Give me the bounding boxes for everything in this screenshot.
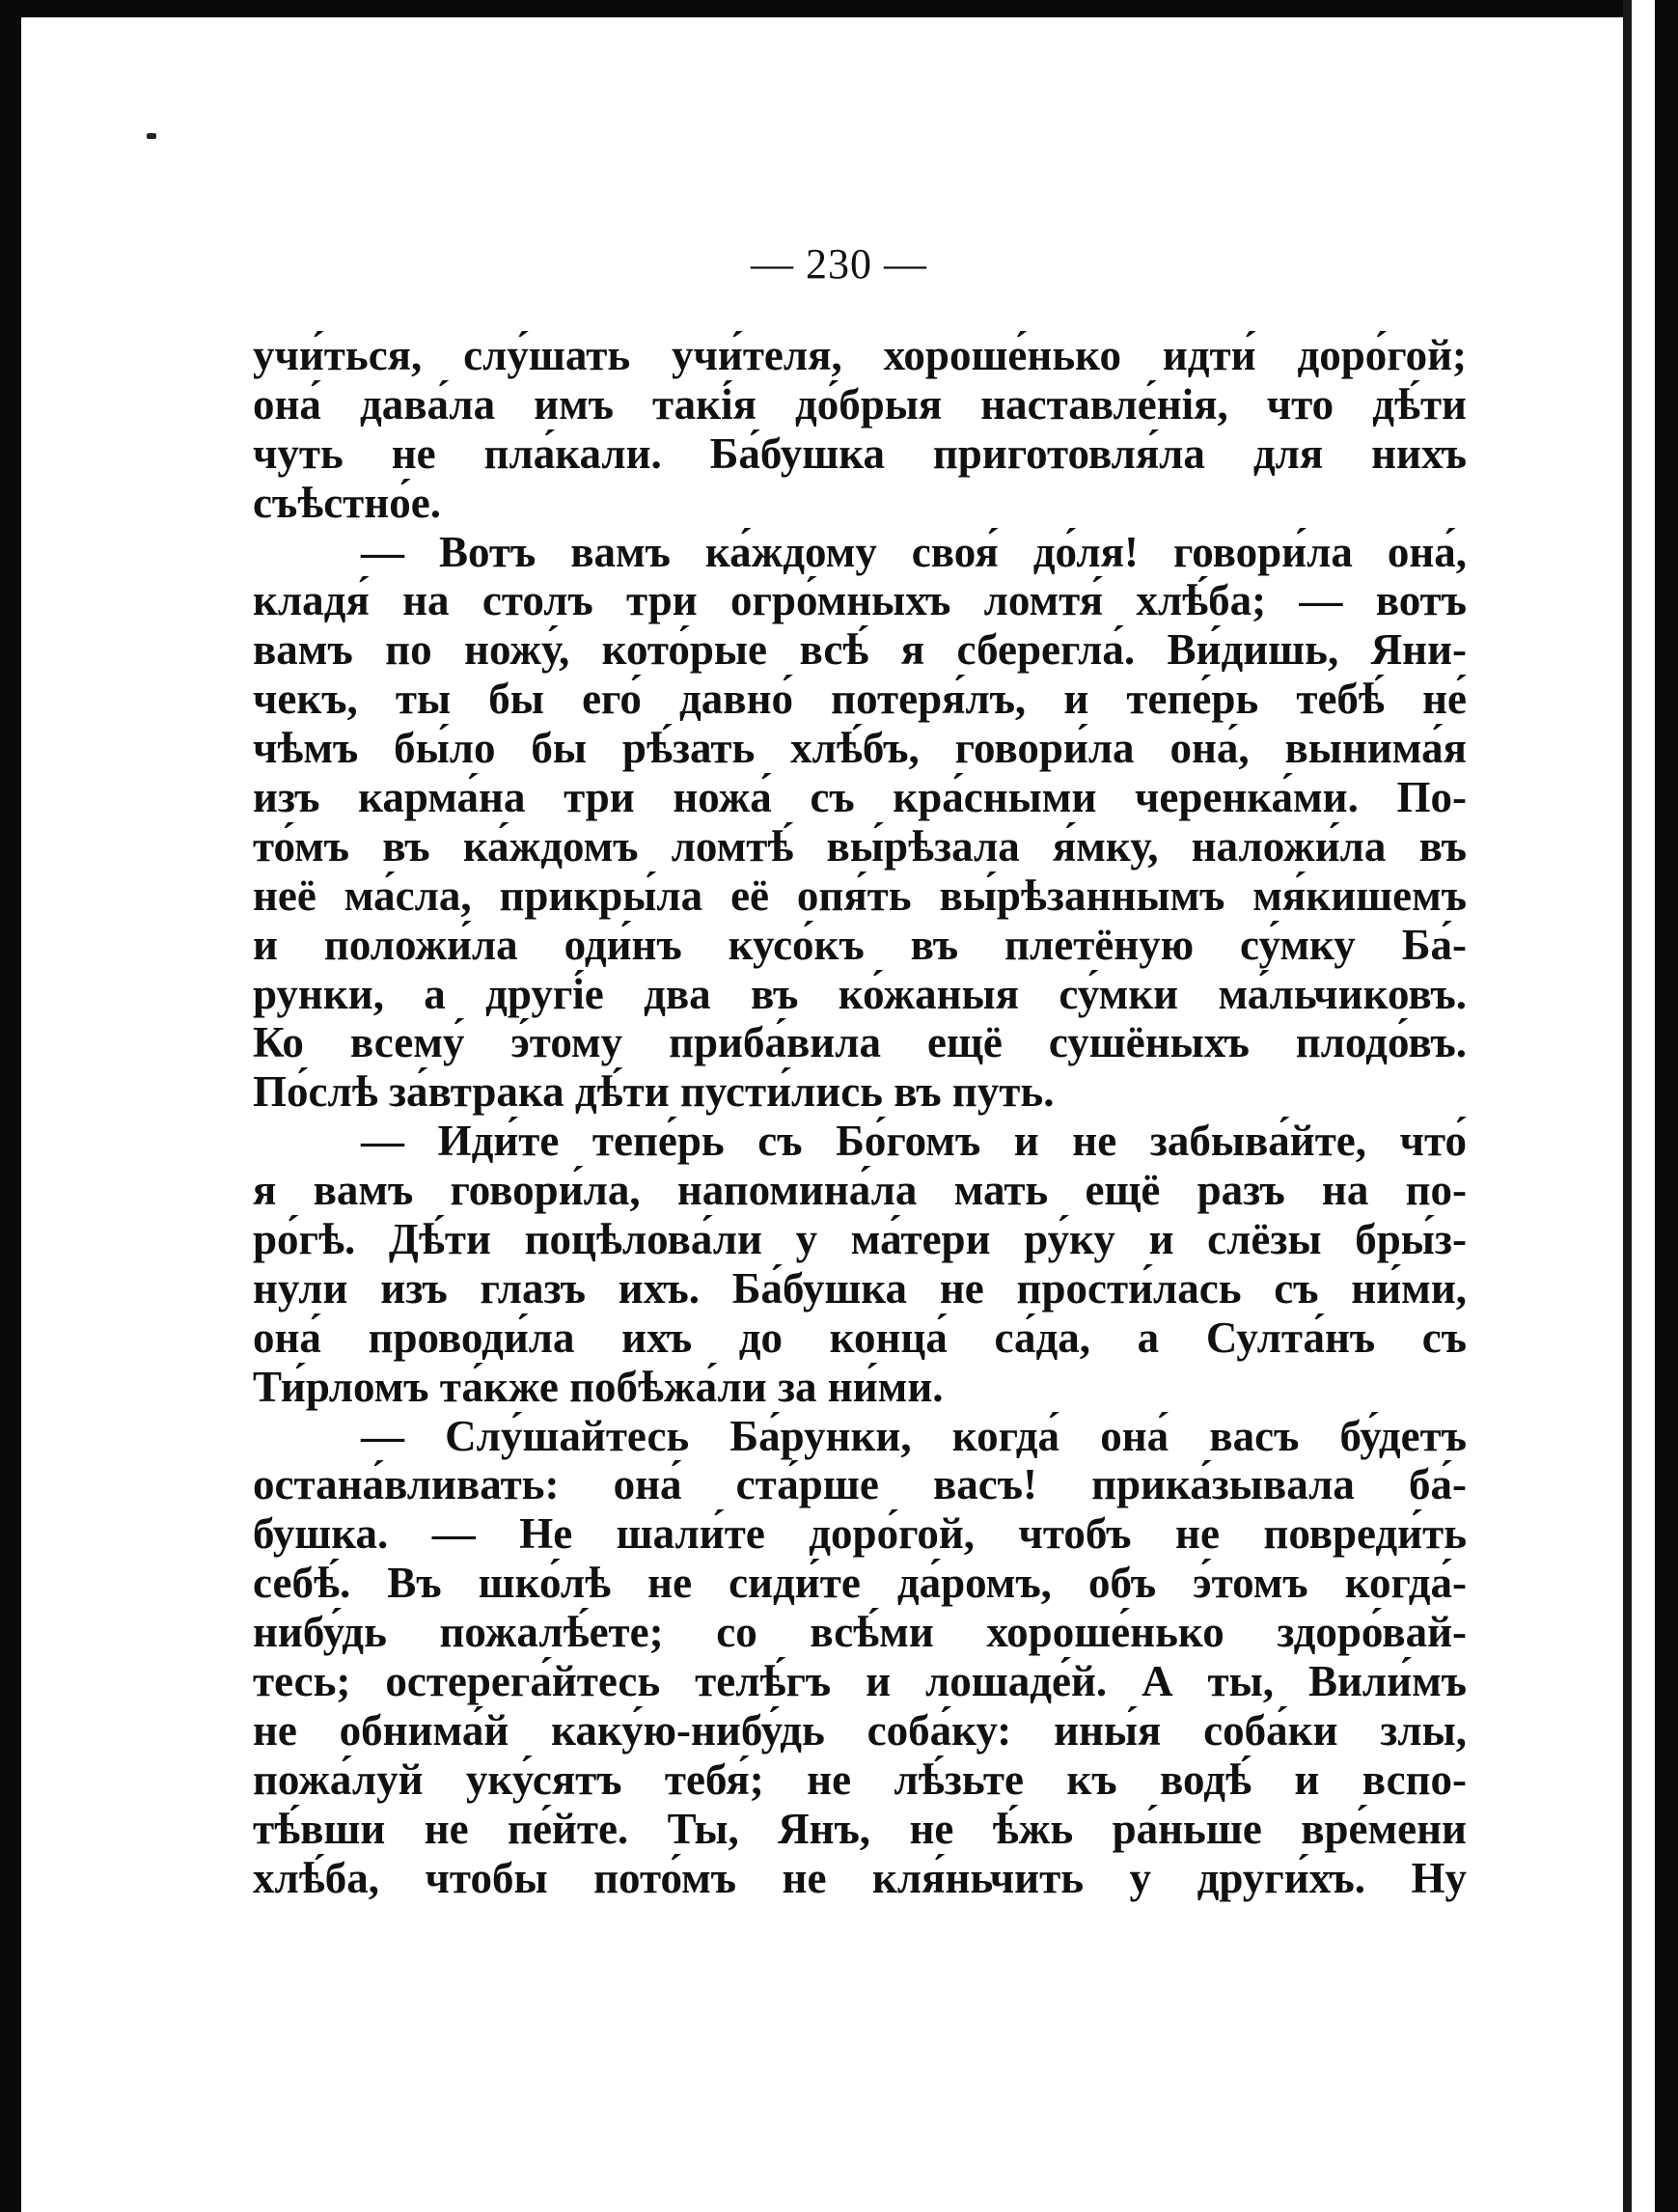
scan-border-right-inner <box>1623 0 1632 2212</box>
text-line: она́ проводи́ла ихъ до конца́ са́да, а Султа́нъ съ <box>253 1313 1467 1362</box>
text-line: ро́гѣ. Дѣ́ти поцѣлова́ли у ма́тери ру́ку и слёзы бры́з- <box>253 1215 1467 1264</box>
text-line: вамъ по ножу́, кото́рые всѣ́ я сберегла́. Ви́дишь, Яни- <box>253 625 1467 675</box>
text-line: кладя́ на столъ три огро́мныхъ ломтя́ хлѣ́ба; — вотъ <box>253 576 1467 625</box>
text-line: бушка. — Не шали́те доро́гой, чтобъ не повреди́ть <box>253 1509 1467 1559</box>
text-line: — Слу́шайтесь Ба́рунки, когда́ она́ васъ бу́детъ <box>361 1411 1467 1460</box>
text-line: себѣ́. Въ шко́лѣ не сиди́те да́ромъ, объ э́томъ когда́- <box>253 1559 1467 1608</box>
text-line: чуть не пла́кали. Ба́бушка приготовля́ла для нихъ <box>253 429 1467 478</box>
text-line: и положи́ла оди́нъ кусо́къ въ плетёную су́мку Ба́- <box>253 920 1467 969</box>
text-line: то́мъ въ ка́ждомъ ломтѣ́ вы́рѣзала я́мку, наложи́ла въ <box>253 821 1467 871</box>
text-line: пожа́луй уку́сятъ тебя́; не лѣ́зьте къ водѣ́ и вспо- <box>253 1755 1467 1804</box>
text-line: нули изъ глазъ ихъ. Ба́бушка не прости́лась съ ни́ми, <box>253 1263 1467 1313</box>
text-line: тесь; остерега́йтесь телѣ́гъ и лошаде́й. А ты, Вили́мъ <box>253 1657 1467 1706</box>
text-line: По́слѣ за́втрака дѣ́ти пусти́лись въ путь. <box>253 1067 1055 1117</box>
text-line: Ти́рломъ та́кже побѣжа́ли за ни́ми. <box>253 1362 944 1411</box>
scan-border-top <box>0 0 1678 17</box>
text-line: остана́вливать: она́ ста́рше васъ! прика́зывала ба́- <box>253 1460 1467 1509</box>
text-line: она́ дава́ла имъ такі́я до́брыя наставле́нія, что дѣ́ти <box>253 379 1467 429</box>
text-line: съѣстно́е. <box>253 478 441 527</box>
text-line: хлѣ́ба, чтобы пото́мъ не кля́ньчить у други́хъ. Ну <box>253 1853 1467 1902</box>
text-line: нибу́дь пожалѣ́ете; со всѣ́ми хороше́нько здоро́вай- <box>253 1608 1467 1657</box>
text-line: — Вотъ вамъ ка́ждому своя́ до́ля! говори́ла она́, <box>361 527 1467 576</box>
text-line: учи́ться, слу́шать учи́теля, хороше́нько идти́ доро́гой; <box>253 331 1467 379</box>
text-line: изъ карма́на три ножа́ съ кра́сными черенка́ми. По- <box>253 773 1467 822</box>
scan-border-right-gap <box>1632 0 1655 2212</box>
text-line: чѣмъ бы́ло бы рѣ́зать хлѣ́бъ, говори́ла она́, вынима́я <box>253 724 1467 773</box>
body-text <box>253 331 1467 1903</box>
scan-border-right-outer <box>1655 0 1678 2212</box>
text-line: не обнима́й каку́ю-нибу́дь соба́ку: ины́я соба́ки злы, <box>253 1705 1467 1755</box>
text-line: тѣ́вши не пе́йте. Ты, Янъ, не ѣ́жь ра́ньше вре́мени <box>253 1804 1467 1853</box>
page-number: — 230 — <box>751 240 927 288</box>
scan-border-left <box>0 0 21 2212</box>
text-line: Ко всему́ э́тому приба́вила ещё сушёныхъ плодо́въ. <box>253 1018 1467 1067</box>
text-line: — Иди́те тепе́рь съ Бо́гомъ и не забыва́йте, что́ <box>361 1117 1467 1166</box>
text-line: неё ма́сла, прикры́ла её опя́ть вы́рѣзаннымъ мя́кишемъ <box>253 871 1467 920</box>
scan-speck <box>147 133 156 139</box>
text-line: чекъ, ты бы его́ давно́ потеря́лъ, и тепе́рь тебѣ́ не́ <box>253 675 1467 724</box>
text-line: рунки, а другі́е два въ ко́жаныя су́мки ма́льчиковъ. <box>253 969 1467 1018</box>
text-line: я вамъ говори́ла, напомина́ла мать ещё разъ на по- <box>253 1166 1467 1215</box>
